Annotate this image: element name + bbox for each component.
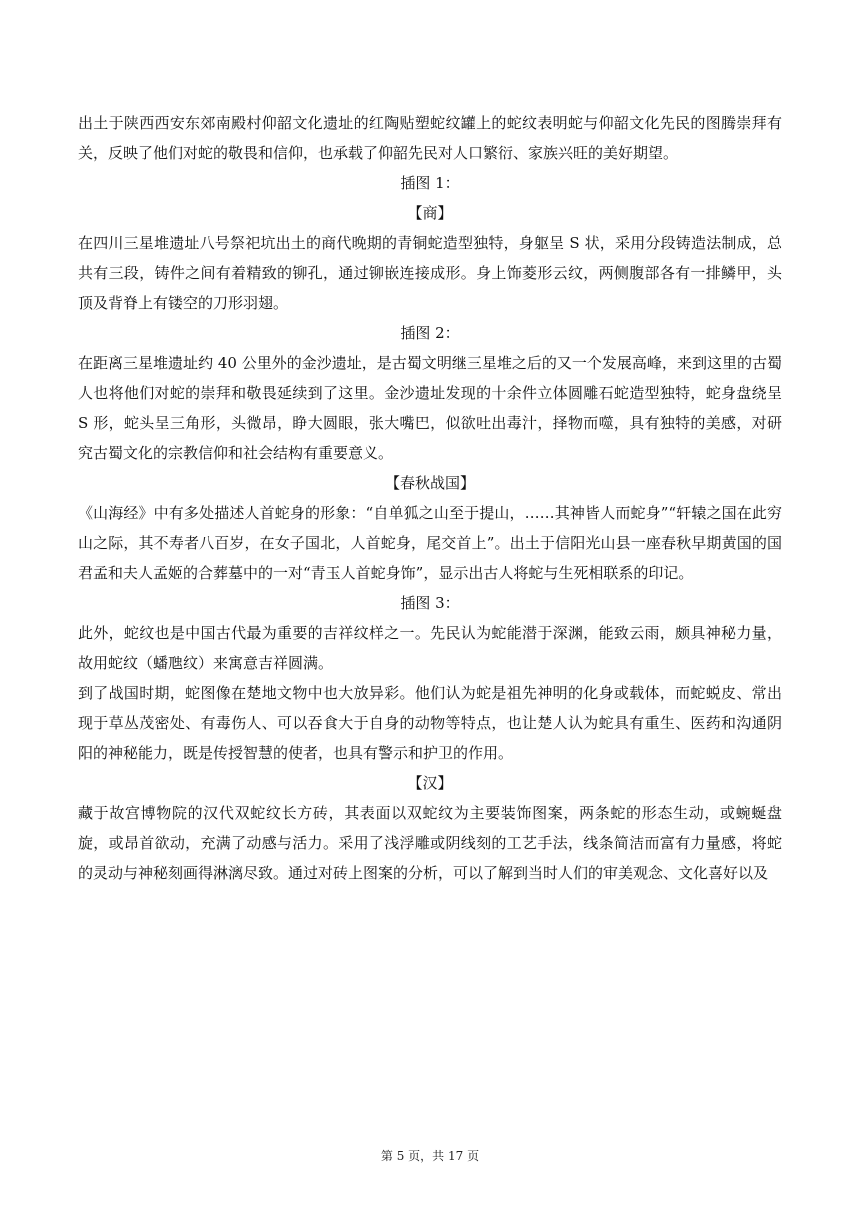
figure-caption-3: 插图 3： [400, 594, 460, 612]
document-body [78, 108, 782, 888]
section-heading-shang: 【商】 [407, 204, 453, 222]
paragraph-jinsha-stone-snake: 在距离三星堆遗址约 40 公里外的金沙遗址，是古蜀文明继三星堆之后的又一个发展高峰，来到这里的古蜀人也将他们对蛇的崇拜和敬畏延续到了这里。金沙遗址发现的十余件立体圆雕石蛇造型独特，蛇身盘绕呈 S 形，蛇头呈三角形，头微昂，睁大圆眼，张大嘴巴，似欲吐出毒汁，择物而噬，具有独特的美感，对研究古蜀文化的宗教信仰和社会结构有重要意义。 [78, 354, 782, 462]
paragraph-shanhaijing: 《山海经》中有多处描述人首蛇身的形象：“自单狐之山至于提山，……其神皆人而蛇身”“轩辕之国在此穷山之际，其不寿者八百岁，在女子国北，人首蛇身，尾交首上”。出土于信阳光山县一座春秋早期黄国的国君孟和夫人孟姬的合葬墓中的一对“青玉人首蛇身饰”，显示出古人将蛇与生死相联系的印记。 [78, 504, 782, 582]
section-heading-han: 【汉】 [407, 774, 453, 792]
paragraph-sanxingdui-bronze-snake: 在四川三星堆遗址八号祭祀坑出土的商代晚期的青铜蛇造型独特，身躯呈 S 状，采用分段铸造法制成，总共有三段，铸件之间有着精致的铆孔，通过铆嵌连接成形。身上饰菱形云纹，两侧腹部各有一排鳞甲，头顶及背脊上有镂空的刀形羽翅。 [78, 234, 782, 312]
paragraph-auspicious-pattern: 此外，蛇纹也是中国古代最为重要的吉祥纹样之一。先民认为蛇能潜于深渊，能致云雨，颇具神秘力量，故用蛇纹（蟠虺纹）来寓意吉祥圆满。 [78, 624, 782, 672]
section-heading-chunqiu-zhanguo: 【春秋战国】 [384, 474, 475, 492]
paragraph-yangshao-snake: 出土于陕西西安东郊南殿村仰韶文化遗址的红陶贴塑蛇纹罐上的蛇纹表明蛇与仰韶文化先民的图腾崇拜有关，反映了他们对蛇的敬畏和信仰，也承载了仰韶先民对人口繁衍、家族兴旺的美好期望。 [78, 114, 782, 162]
figure-caption-2: 插图 2： [400, 324, 460, 342]
page-number-footer: 第 5 页，共 17 页 [380, 1149, 480, 1163]
paragraph-chu-culture: 到了战国时期，蛇图像在楚地文物中也大放异彩。他们认为蛇是祖先神明的化身或载体，而蛇蜕皮、常出现于草丛茂密处、有毒伤人、可以吞食大于自身的动物等特点，也让楚人认为蛇具有重生、医药和沟通阴阳的神秘能力，既是传授智慧的使者，也具有警示和护卫的作用。 [78, 684, 782, 762]
figure-caption-1: 插图 1： [400, 174, 460, 192]
paragraph-han-brick: 藏于故宫博物院的汉代双蛇纹长方砖，其表面以双蛇纹为主要装饰图案，两条蛇的形态生动，或蜿蜒盘旋，或昂首欲动，充满了动感与活力。采用了浅浮雕或阴线刻的工艺手法，线条简洁而富有力量感，将蛇的灵动与神秘刻画得淋漓尽致。通过对砖上图案的分析，可以了解到当时人们的审美观念、文化喜好以及 [78, 804, 782, 882]
